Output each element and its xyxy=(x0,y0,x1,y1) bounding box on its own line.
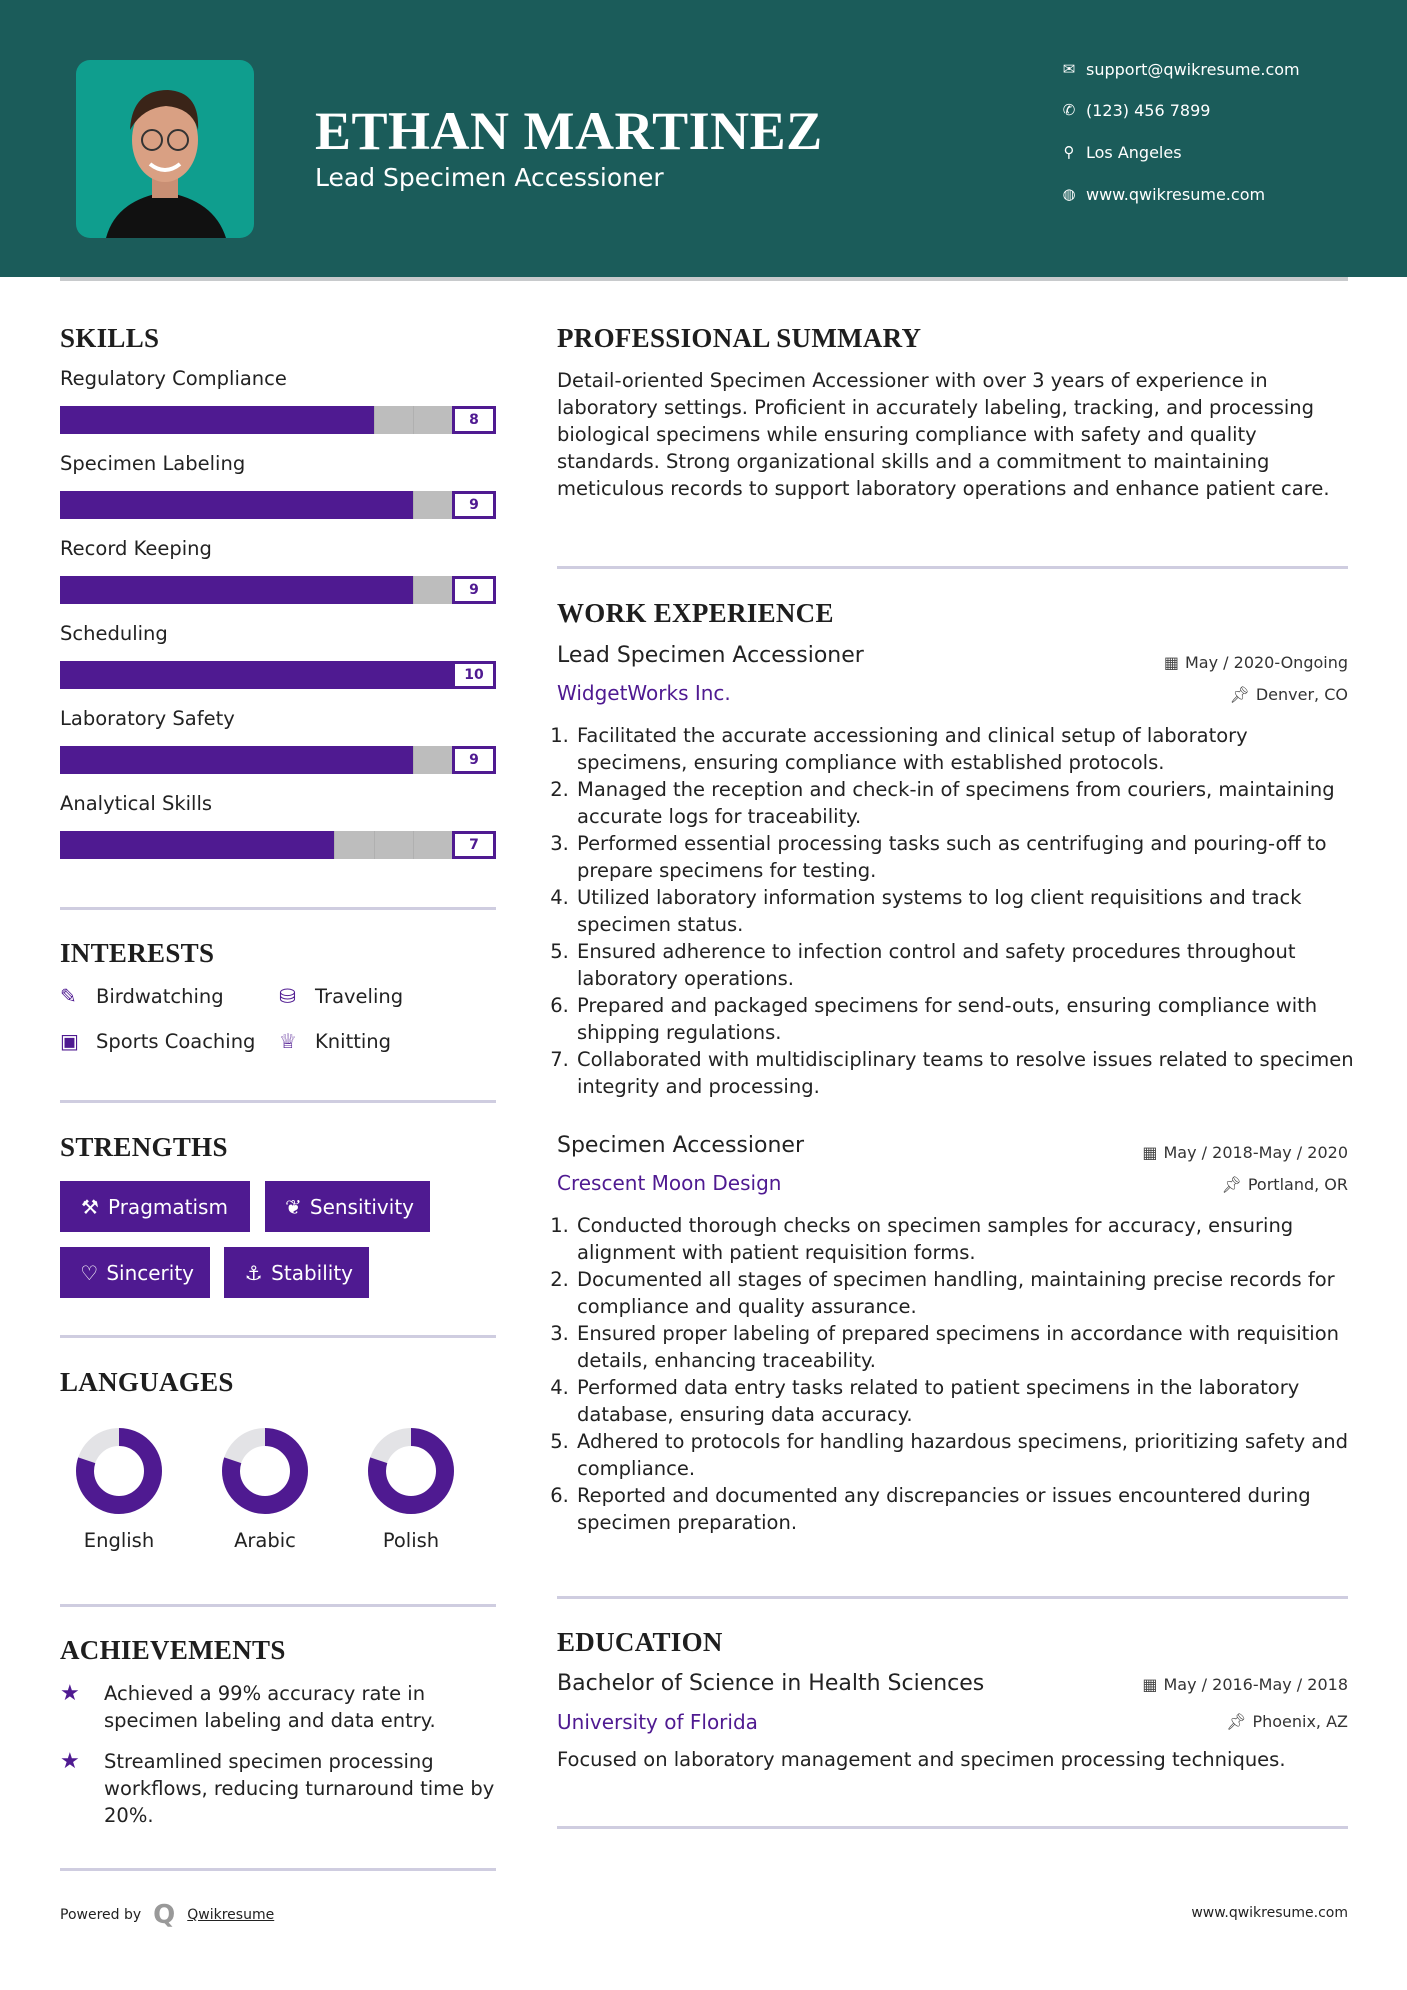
footer-powered-by xyxy=(60,1900,274,1930)
interest-label: Sports Coaching xyxy=(96,1029,256,1053)
skill-bar xyxy=(60,746,496,774)
calendar-icon: ▦ xyxy=(1142,1143,1158,1162)
job-bullet: 5. Ensured adherence to infection control and safety procedures throughout laboratory operations. xyxy=(575,938,1357,992)
job-location xyxy=(1222,1175,1348,1194)
education-location xyxy=(1226,1712,1348,1731)
contact-text: Los Angeles xyxy=(1086,142,1182,162)
skill-bar-fill xyxy=(60,406,374,434)
divider xyxy=(60,907,496,910)
envelope-icon: ✉ xyxy=(1062,60,1076,78)
skill-label: Record Keeping xyxy=(60,537,212,560)
interest-label: Birdwatching xyxy=(96,984,224,1008)
skill-bar xyxy=(60,406,496,434)
languages-heading: LANGUAGES xyxy=(60,1367,234,1397)
location-text: Portland, OR xyxy=(1247,1175,1348,1194)
school-name: University of Florida xyxy=(557,1710,758,1734)
skill-value-badge: 10 xyxy=(452,661,496,689)
divider xyxy=(557,566,1348,569)
summary-text: Detail-oriented Specimen Accessioner with over 3 years of experience in laboratory settings. Proficient in accurately labeling, tracking, and processing biological specimens while ensuring compliance with safety and quality standards. Strong organizational skills and a commitment to maintaining meticulous records to support laboratory operations and enhance patient care. xyxy=(557,369,1330,500)
job-location xyxy=(1230,685,1348,704)
language-donut xyxy=(367,1427,455,1515)
anchor-icon: ⚓ xyxy=(244,1260,263,1285)
job-title: Lead Specimen Accessioner xyxy=(557,643,864,668)
skill-bar-fill xyxy=(60,661,452,689)
dates-text: May / 2018-May / 2020 xyxy=(1163,1143,1348,1162)
job-dates xyxy=(1164,653,1348,672)
skill-label: Laboratory Safety xyxy=(60,707,235,730)
binoculars-icon: ⛁ xyxy=(279,984,296,1008)
strengths-heading: STRENGTHS xyxy=(60,1132,228,1162)
achievements-heading: ACHIEVEMENTS xyxy=(60,1635,286,1665)
job-bullet: 2. Documented all stages of specimen handling, maintaining precise records for compliance and quality assurance. xyxy=(575,1266,1357,1320)
achievement-item xyxy=(60,1680,500,1734)
job-bullet: 2. Managed the reception and check-in of specimens from couriers, maintaining accurate logs for traceability. xyxy=(575,776,1357,830)
job-bullet: 1. Conducted thorough checks on specimen samples for accuracy, ensuring alignment with patient requisition forms. xyxy=(575,1212,1357,1266)
divider xyxy=(60,1604,496,1607)
skill-value-badge: 7 xyxy=(452,831,496,859)
language-donut xyxy=(221,1427,309,1515)
interests-heading: INTERESTS xyxy=(60,938,215,968)
edit-icon: ✎ xyxy=(60,984,77,1008)
skill-value-badge: 9 xyxy=(452,746,496,774)
skill-label: Analytical Skills xyxy=(60,792,213,815)
education-heading: EDUCATION xyxy=(557,1627,723,1657)
candidate-title: Lead Specimen Accessioner xyxy=(315,163,664,192)
dates-text: May / 2020-Ongoing xyxy=(1185,653,1348,672)
job-bullets xyxy=(557,1212,1357,1536)
job-title: Specimen Accessioner xyxy=(557,1133,804,1158)
globe-icon: ◍ xyxy=(1062,185,1076,203)
location-text: Denver, CO xyxy=(1255,685,1348,704)
phone-icon: ✆ xyxy=(1062,101,1076,119)
profile-photo xyxy=(76,60,254,238)
interest-item xyxy=(279,1029,391,1053)
skill-bar xyxy=(60,661,496,689)
achievement-text: Achieved a 99% accuracy rate in specimen labeling and data entry. xyxy=(104,1682,436,1732)
achievement-text: Streamlined specimen processing workflows, reducing turnaround time by 20%. xyxy=(104,1750,495,1827)
summary-heading: PROFESSIONAL SUMMARY xyxy=(557,323,922,353)
job-bullet: 6. Prepared and packaged specimens for send-outs, ensuring compliance with shipping regulations. xyxy=(575,992,1357,1046)
contact-text: www.qwikresume.com xyxy=(1086,184,1266,204)
interest-item xyxy=(60,984,224,1008)
strength-label: Stability xyxy=(271,1260,353,1285)
powered-by-text: Powered by xyxy=(60,1907,142,1923)
language-label: Polish xyxy=(382,1529,440,1552)
briefcase-icon: ▣ xyxy=(60,1029,79,1053)
pin-icon: 📌︎ xyxy=(1229,685,1250,704)
skill-label: Regulatory Compliance xyxy=(60,367,287,390)
star-icon: ★ xyxy=(60,1681,80,1706)
company-name: WidgetWorks Inc. xyxy=(557,681,731,705)
contact-phone[interactable] xyxy=(1052,98,1210,122)
divider xyxy=(60,1100,496,1103)
job-bullet: 6. Reported and documented any discrepancies or issues encountered during specimen preparation. xyxy=(575,1482,1357,1536)
job-bullet: 4. Utilized laboratory information systems to log client requisitions and track specimen status. xyxy=(575,884,1357,938)
interest-label: Knitting xyxy=(315,1029,392,1053)
contact-website[interactable] xyxy=(1052,182,1265,206)
language-label: Arabic xyxy=(234,1529,296,1552)
dates-text: May / 2016-May / 2018 xyxy=(1163,1675,1348,1694)
strength-chip xyxy=(265,1181,430,1232)
skill-bar-fill xyxy=(60,576,413,604)
education-dates xyxy=(1142,1675,1348,1694)
leaf-icon: ❦ xyxy=(285,1194,302,1219)
job-bullet: 3. Ensured proper labeling of prepared specimens in accordance with requisition details, enhancing traceability. xyxy=(575,1320,1357,1374)
skill-bar-fill xyxy=(60,746,413,774)
job-bullets xyxy=(557,722,1357,1100)
job-bullet: 1. Facilitated the accurate accessioning and clinical setup of laboratory specimens, ensuring compliance with established protocols. xyxy=(575,722,1357,776)
company-name: Crescent Moon Design xyxy=(557,1171,782,1195)
job-dates xyxy=(1142,1143,1348,1162)
divider xyxy=(60,1335,496,1338)
contact-location xyxy=(1052,140,1182,164)
education-description: Focused on laboratory management and specimen processing techniques. xyxy=(557,1748,1286,1771)
skills-heading: SKILLS xyxy=(60,323,160,353)
skill-bar xyxy=(60,576,496,604)
strength-label: Sensitivity xyxy=(309,1194,414,1219)
skill-label: Scheduling xyxy=(60,622,168,645)
language-item xyxy=(361,1427,461,1552)
achievement-item xyxy=(60,1748,500,1829)
degree: Bachelor of Science in Health Sciences xyxy=(557,1671,985,1696)
calendar-icon: ▦ xyxy=(1163,653,1179,672)
skill-bar-fill xyxy=(60,831,334,859)
interest-label: Traveling xyxy=(315,984,404,1008)
candidate-name: ETHAN MARTINEZ xyxy=(315,101,823,161)
pin-icon: 📌︎ xyxy=(1226,1712,1247,1731)
skill-value-badge: 9 xyxy=(452,491,496,519)
language-item xyxy=(69,1427,169,1552)
location-text: Phoenix, AZ xyxy=(1252,1712,1348,1731)
map-marker-icon: ⚲ xyxy=(1063,143,1075,161)
footer-website[interactable]: www.qwikresume.com xyxy=(1191,1905,1348,1921)
brand-link[interactable]: Qwikresume xyxy=(187,1907,275,1923)
contact-email[interactable] xyxy=(1052,57,1300,81)
trophy-icon: ♕ xyxy=(279,1029,297,1053)
skill-label: Specimen Labeling xyxy=(60,452,246,475)
skill-bar xyxy=(60,491,496,519)
heart-icon: ♡ xyxy=(80,1260,99,1285)
language-donut xyxy=(75,1427,163,1515)
job-bullet: 4. Performed data entry tasks related to patient specimens in the laboratory database, ensuring data accuracy. xyxy=(575,1374,1357,1428)
interest-item xyxy=(60,1029,255,1053)
contact-text: (123) 456 7899 xyxy=(1086,100,1211,120)
contact-text: support@qwikresume.com xyxy=(1086,59,1300,79)
header-divider xyxy=(60,277,1348,281)
skill-bar xyxy=(60,831,496,859)
job-bullet: 3. Performed essential processing tasks such as centrifuging and pouring-off to prepare specimens for testing. xyxy=(575,830,1357,884)
divider xyxy=(557,1596,1348,1599)
strength-label: Pragmatism xyxy=(108,1194,228,1219)
star-icon: ★ xyxy=(60,1749,80,1774)
strength-label: Sincerity xyxy=(106,1260,194,1285)
skill-value-badge: 9 xyxy=(452,576,496,604)
job-bullet: 5. Adhered to protocols for handling hazardous specimens, prioritizing safety and compliance. xyxy=(575,1428,1357,1482)
job-bullet: 7. Collaborated with multidisciplinary teams to resolve issues related to specimen integrity and processing. xyxy=(575,1046,1357,1100)
interest-item xyxy=(279,984,403,1008)
calendar-icon: ▦ xyxy=(1142,1675,1158,1694)
strength-chip xyxy=(224,1247,369,1298)
skill-bar-fill xyxy=(60,491,413,519)
qwikresume-logo-icon: Q xyxy=(153,1900,176,1930)
skill-value-badge: 8 xyxy=(452,406,496,434)
divider xyxy=(60,1868,496,1871)
strength-chip xyxy=(60,1181,250,1232)
pin-icon: 📌︎ xyxy=(1221,1175,1242,1194)
strength-chip xyxy=(60,1247,210,1298)
gavel-icon: ⚒ xyxy=(81,1194,99,1219)
language-item xyxy=(215,1427,315,1552)
experience-heading: WORK EXPERIENCE xyxy=(557,598,834,628)
divider xyxy=(557,1826,1348,1829)
language-label: English xyxy=(83,1529,155,1552)
